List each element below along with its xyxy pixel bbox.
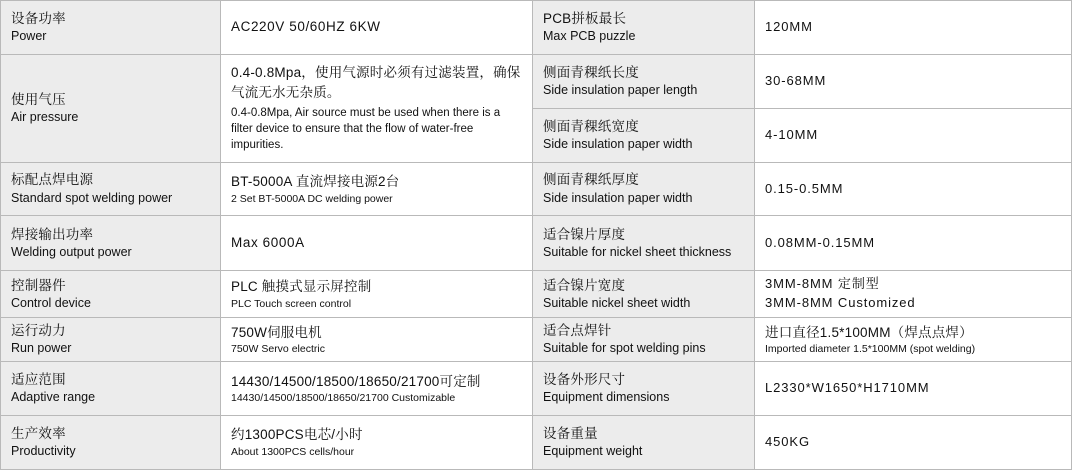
label-cn: 使用气压	[11, 91, 66, 107]
label-cn: 适应范围	[11, 371, 66, 387]
label-cn: 设备重量	[543, 425, 598, 441]
value-cn: 14430/14500/18500/18650/21700可定制	[231, 373, 481, 389]
label-en: Side insulation paper width	[543, 190, 693, 205]
value-cn: Max 6000A	[231, 234, 305, 250]
value-en: 0.4-0.8Mpa, Air source must be used when there is a filter device to ensure that the flow of water-free impurities.	[231, 106, 501, 151]
row-label-run-power	[1, 317, 221, 361]
value-cn: 0.08MM-0.15MM	[765, 234, 875, 250]
label-en: Max PCB puzzle	[543, 29, 636, 44]
table-row	[1, 54, 1072, 108]
label-en: Productivity	[11, 443, 76, 458]
value-en: 14430/14500/18500/18650/21700 Customizable	[231, 392, 456, 405]
label-cn: 生产效率	[11, 425, 66, 441]
row-value-air-pressure	[221, 54, 533, 162]
row-value-productivity	[221, 415, 533, 469]
label-en: Suitable for spot welding pins	[543, 341, 706, 356]
value-cn: BT-5000A 直流焊接电源2台	[231, 174, 400, 190]
label-cn: 侧面青稞纸长度	[543, 64, 639, 80]
row-label-standard-spot-welding-power	[1, 162, 221, 216]
row-value-equipment-dimensions	[755, 362, 1072, 416]
label-en: Standard spot welding power	[11, 190, 173, 205]
row-label-welding-output-power	[1, 216, 221, 271]
label-cn: 侧面青稞纸宽度	[543, 118, 639, 134]
table-row	[1, 415, 1072, 469]
row-value-side-paper-width	[755, 108, 1072, 162]
value-cn: AC220V 50/60HZ 6KW	[231, 18, 381, 34]
value-cn: L2330*W1650*H1710MM	[765, 380, 930, 396]
label-en: Suitable for nickel sheet thickness	[543, 244, 732, 259]
row-label-power	[1, 1, 221, 55]
row-value-side-paper-length	[755, 54, 1072, 108]
label-cn: 设备外形尺寸	[543, 371, 626, 387]
label-cn: 适合镍片宽度	[543, 277, 626, 293]
row-label-nickel-sheet-thickness	[533, 216, 755, 271]
label-en: Adaptive range	[11, 390, 96, 405]
label-cn: 侧面青稞纸厚度	[543, 172, 639, 188]
table-row	[1, 271, 1072, 318]
value-en: 750W Servo electric	[231, 343, 325, 356]
value-cn: 进口直径1.5*100MM（焊点点焊）	[765, 324, 973, 340]
label-cn: 设备功率	[11, 10, 66, 26]
value-cn: PLC 触摸式显示屏控制	[231, 279, 372, 295]
row-label-side-paper-length	[533, 54, 755, 108]
label-cn: 适合镍片厚度	[543, 226, 626, 242]
value-cn: 450KG	[765, 433, 810, 449]
table-row	[1, 317, 1072, 361]
label-cn: 标配点焊电源	[11, 172, 94, 188]
label-cn: 控制器件	[11, 277, 66, 293]
row-value-spot-welding-pins	[755, 317, 1072, 361]
value-en: 2 Set BT-5000A DC welding power	[231, 192, 393, 205]
label-en: Side insulation paper length	[543, 82, 698, 97]
label-en: Equipment weight	[543, 443, 643, 458]
row-label-adaptive-range	[1, 362, 221, 416]
table-row	[1, 362, 1072, 416]
value-cn: 约1300PCS电芯/小时	[231, 427, 363, 443]
value-en: 3MM-8MM Customized	[765, 295, 916, 311]
value-cn: 0.4-0.8Mpa，使用气源时必须有过滤装置，确保气流无水无杂质。	[231, 65, 521, 101]
row-value-control-device	[221, 271, 533, 318]
label-en: Control device	[11, 295, 91, 310]
label-en: Power	[11, 29, 47, 44]
row-label-max-pcb-puzzle	[533, 1, 755, 55]
row-value-equipment-weight	[755, 415, 1072, 469]
value-en: About 1300PCS cells/hour	[231, 446, 355, 458]
row-value-run-power	[221, 317, 533, 361]
label-cn: 焊接输出功率	[11, 226, 94, 242]
table-row	[1, 216, 1072, 271]
row-label-spot-welding-pins	[533, 317, 755, 361]
row-value-adaptive-range	[221, 362, 533, 416]
row-label-equipment-weight	[533, 415, 755, 469]
row-label-nickel-sheet-width	[533, 271, 755, 318]
label-en: Equipment dimensions	[543, 390, 670, 405]
value-cn: 0.15-0.5MM	[765, 180, 844, 196]
row-value-nickel-sheet-thickness	[755, 216, 1072, 271]
row-label-side-paper-width	[533, 108, 755, 162]
row-value-nickel-sheet-width	[755, 271, 1072, 318]
label-cn: 运行动力	[11, 322, 66, 338]
table-row	[1, 1, 1072, 55]
value-en: Imported diameter 1.5*100MM (spot welding)	[765, 343, 976, 356]
row-value-welding-output-power	[221, 216, 533, 271]
row-value-power	[221, 1, 533, 55]
value-cn: 3MM-8MM 定制型	[765, 276, 880, 292]
label-cn: 适合点焊针	[543, 322, 612, 338]
label-en: Run power	[11, 341, 72, 356]
value-cn: 120MM	[765, 19, 813, 34]
label-cn: PCB拼板最长	[543, 10, 627, 26]
value-cn: 750W伺服电机	[231, 324, 322, 340]
value-cn: 4-10MM	[765, 126, 819, 142]
row-label-side-paper-thickness	[533, 162, 755, 216]
row-value-max-pcb-puzzle	[755, 1, 1072, 55]
row-value-side-paper-thickness	[755, 162, 1072, 216]
value-en: PLC Touch screen control	[231, 297, 352, 310]
row-label-equipment-dimensions	[533, 362, 755, 416]
value-cn: 30-68MM	[765, 72, 827, 88]
row-label-productivity	[1, 415, 221, 469]
row-label-air-pressure	[1, 54, 221, 162]
row-label-control-device	[1, 271, 221, 318]
label-en: Welding output power	[11, 244, 132, 259]
table-row	[1, 162, 1072, 216]
label-en: Suitable nickel sheet width	[543, 295, 691, 310]
row-value-standard-spot-welding-power	[221, 162, 533, 216]
label-en: Air pressure	[11, 109, 79, 124]
label-en: Side insulation paper width	[543, 136, 693, 151]
